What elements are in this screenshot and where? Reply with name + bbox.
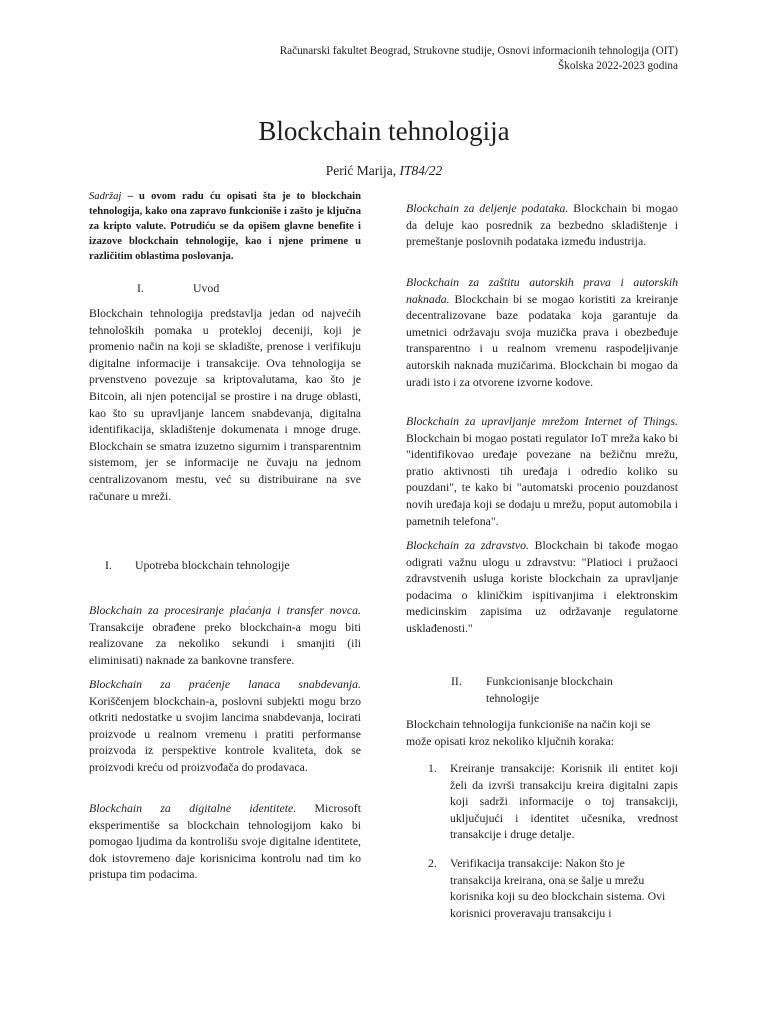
paragraph-deljenje bbox=[406, 200, 678, 250]
paragraph-text: Blockchain bi mogao postati regulator IoT mreža kako bi "identifikovao uređaje povezane na bežičnu mrežu, pratio aktivnosti tih uređaja i odredio koliko su pouzdani", te kako bi "automatski procenio pouzdanost novih uređaja koji se dodaju u mrežu, poput automobila i pametnih telefona". bbox=[406, 430, 678, 528]
funkcionisanje-intro: Blockchain tehnologija funkcioniše na način koji se može opisati kroz nekoliko ključnih koraka: bbox=[406, 717, 651, 748]
list-item-text: Kreiranje transakcije: Korisnik ili entitet koji želi da izvrši transakciju kreira digitalni zapis koji sadrži informacije o toj transakciji, uključujući i identitet učesnika, vrednost transakcije i druge detalje. bbox=[450, 761, 678, 842]
paragraph-text: Blockchain bi mogao da deluje kao posrednik za bezbedno skladištenje i premeštanje poslovnih podataka između industrija. bbox=[406, 201, 679, 249]
abstract-lead: Sadržaj bbox=[89, 191, 122, 202]
paragraph-lead: Blockchain za deljenje podataka. bbox=[406, 201, 569, 215]
paragraph-iot bbox=[406, 413, 678, 529]
paper-title: Blockchain tehnologija bbox=[258, 116, 510, 146]
intro-paragraph: Blockchain tehnologija predstavlja jedan od najvećih tehnoloških pomaka u proteklој deceniji, koji je promenio način na koji se skladište, prenose i verifikuju digitalne informacije i transakcije. Ova tehnologija se prvenstveno povezuje sa kriptovalutama, kao što je Bitcoin, ali njen potencijal se prostire i na druge oblasti, kao što su upravljanje lancem snabdevanja, digitalna identifikacija, skladištenje dokumenata i mnoge druge. Blockchain se smatra izuzetno sigurnim i transparentnim sistemom, jer se informacije ne čuvaju na jednom centralizovanom mestu, već su distribuirane na sve računare u mreži. bbox=[89, 306, 361, 503]
author-line bbox=[0, 162, 768, 180]
section-number: I. bbox=[105, 558, 112, 572]
section-title: Upotreba blockchain tehnologije bbox=[135, 558, 290, 572]
institution-header bbox=[280, 44, 678, 74]
paragraph-identiteti bbox=[89, 800, 361, 883]
section-title: Funkcionisanje blockchain tehnologije bbox=[486, 674, 613, 705]
author-id: IT84/22 bbox=[399, 163, 443, 178]
paragraph-lead: Blockchain za upravljanje mrežom Internet of Things. bbox=[406, 414, 678, 428]
paragraph-placanja bbox=[89, 602, 361, 668]
paragraph-text: Transakcije obrađene preko blockchain-a mogu biti realizovane za nekoliko sekundi i smanjiti (ili eliminisati) naknade za bankovne transfere. bbox=[89, 619, 361, 667]
paragraph-lead: Blockchain za zdravstvo. bbox=[406, 538, 529, 552]
paragraph-lead: Blockchain za praćenje lanaca snabdevanja. bbox=[89, 677, 361, 691]
header-line-faculty: Računarski fakultet Beograd, Strukovne studije, Osnovi informacionih tehnologija (OIT) bbox=[279, 45, 678, 57]
paragraph-zdravstvo bbox=[406, 537, 678, 637]
abstract bbox=[89, 189, 361, 264]
abstract-text: – u ovom radu ću opisati šta je to blockchain tehnologija, kako ona zapravo funkcioniše i zašto je ključna za kripto valute. Potrudiću se da opišem glavne benefite i izazove blockchain tehnologije, kao i njene primene u različitim oblastima poslovanja. bbox=[89, 191, 361, 262]
paragraph-text: Microsoft eksperimentiše sa blockchain tehnologijom kako bi pomogao ljudima da kontrolišu svoje digitalne identitete, dok istovremeno daje korisnicima kontrolu nad tim ko pristupa tim podacima. bbox=[89, 801, 361, 882]
list-item-text: Verifikacija transakcije: Nakon što je transakcija kreirana, ona se šalje u mrežu korisnika koji su deo blockchain sistema. Ovi korisnici proveravaju transakciju i bbox=[450, 856, 666, 920]
paragraph-autorska bbox=[406, 274, 678, 390]
paragraph-lanci bbox=[89, 676, 361, 776]
paragraph-text: Blockchain bi se mogao koristiti za kreiranje decentralizovane baze podataka koja garantuje da umetnici održavaju svoja muzička prava i obezbeđuje transparentno i u realnom vremenu raspodeljivanje autorskih naknada muzičarima. Blockchain bi mogao da uradi isto i za otvorene izvorne kodove. bbox=[406, 291, 678, 389]
section-title: Uvod bbox=[193, 281, 220, 295]
section-number: I. bbox=[137, 281, 144, 295]
section-number: II. bbox=[451, 674, 462, 688]
author-name: Perić Marija, bbox=[325, 163, 400, 178]
paragraph-text: Blockchain bi takođe mogao odigrati važnu ulogu u zdravstvu: "Platioci i pružaoci zdravstvenih usluga koriste blockchain za upravljanje podacima o kliničkim ispitivanjima i elektronskim medicinskim zapisima uz održavanje regulatorne usklađenosti." bbox=[406, 538, 678, 635]
paragraph-lead: Blockchain za zaštitu autorskih prava i autorskih naknada. bbox=[406, 275, 678, 306]
header-line-year: Školska 2022-2023 godina bbox=[558, 60, 678, 72]
list-item-number: 1. bbox=[428, 761, 437, 775]
paragraph-lead: Blockchain za digitalne identitete. bbox=[89, 801, 297, 815]
list-item-number: 2. bbox=[428, 856, 437, 870]
paragraph-text: Koriščenjem blockchain-a, poslovni subjekti mogu brzo otkriti nedostatke u svojim lancima snabdevanja, locirati proizvode u realnom vremenu i pratiti performanse proizvoda iz perspektive kontrole kvaliteta, dok se proizvodi kreću od proizvođača do prodavaca. bbox=[89, 693, 361, 774]
paragraph-lead: Blockchain za procesiranje plaćanja i transfer novca. bbox=[89, 603, 361, 617]
